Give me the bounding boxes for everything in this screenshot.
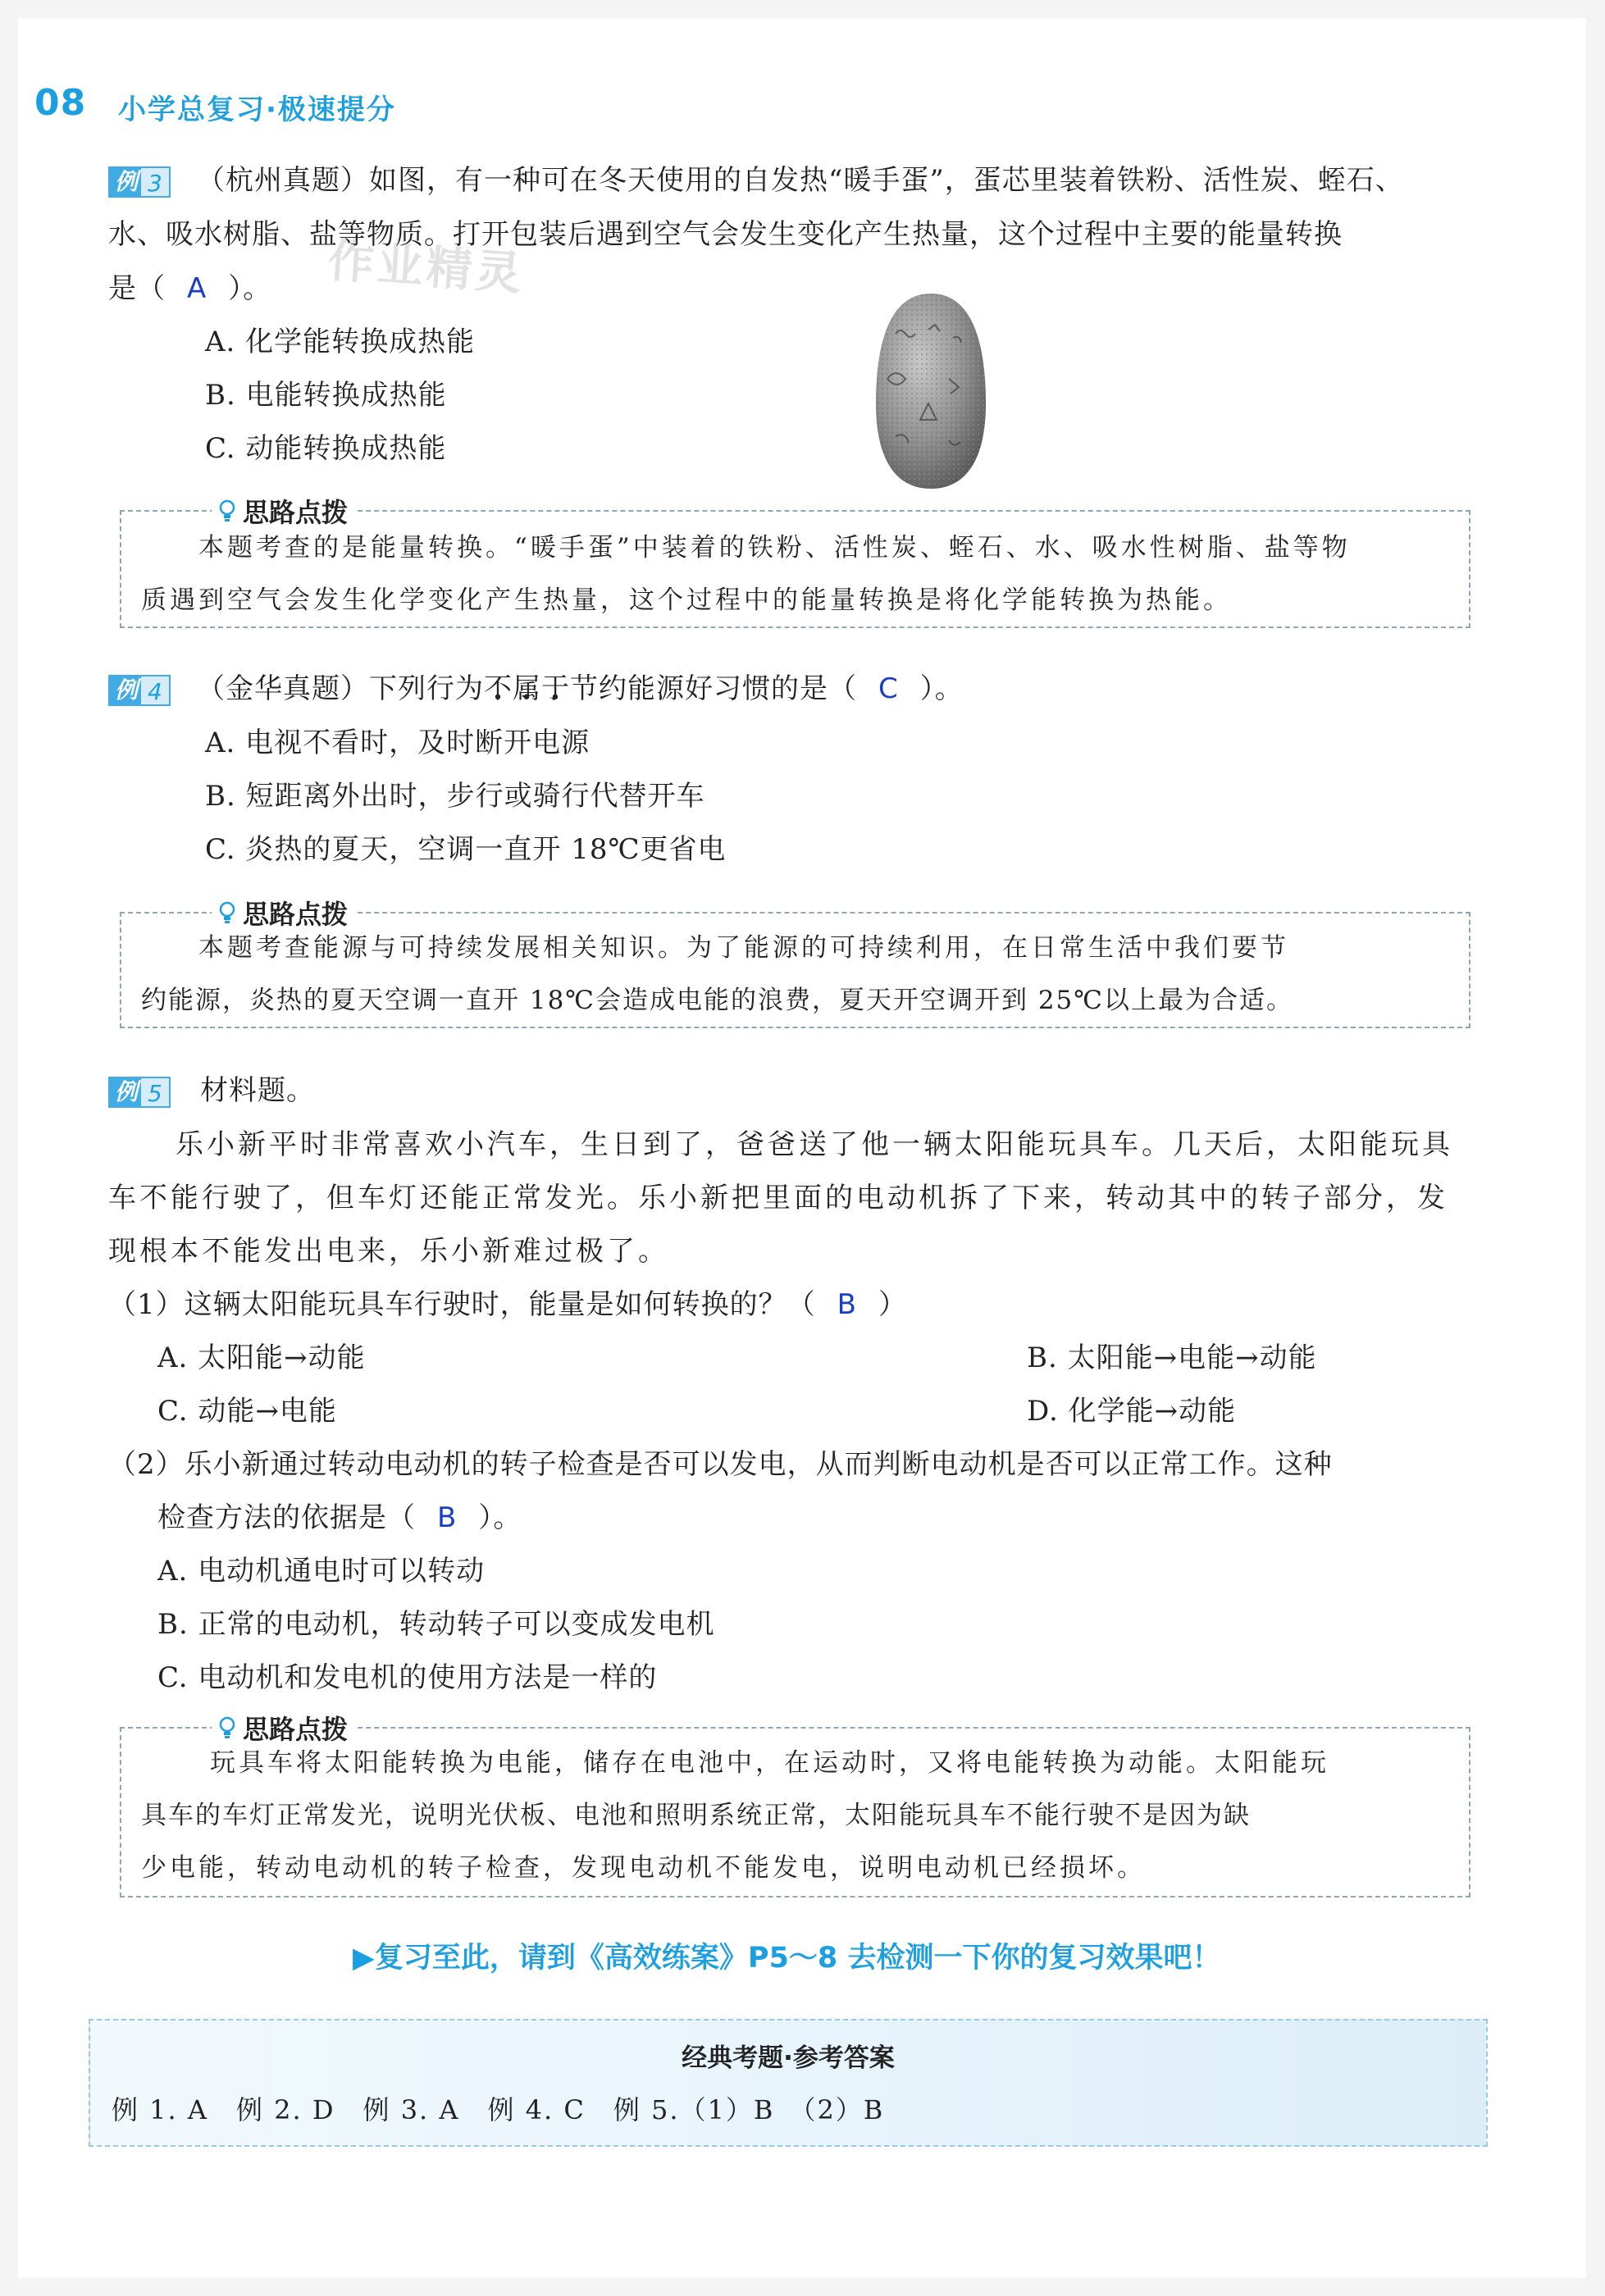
ex5-q1-option-c: C. 动能→电能 [157,1395,337,1428]
ex5-question-2-line-1: （2）乐小新通过转动电动机的转子检查是否可以发电，从而判断电动机是否可以正常工作。这种 [108,1448,1333,1481]
ex5-question-2-line-2: 检查方法的依据是（ B ）。 [157,1498,522,1538]
ex3-hint-label: 思路点拨 [212,492,354,530]
ex5-q2-answer: B [437,1501,458,1534]
ex4-question-line: （金华真题）下列行为不属于节约能源好习惯的是（ C ）。 [197,669,964,708]
ex3-hint-line-2: 质遇到空气会发生化学变化产生热量，这个过程中的能量转换是将化学能转换为热能。 [141,585,1232,615]
ex4-hint-label: 思路点拨 [212,894,354,932]
ex5-material-line-3: 现根本不能发出电来，乐小新难过极了。 [108,1235,669,1268]
hand-warmer-egg-image [871,289,991,494]
ex5-hint-box [120,1714,1470,1897]
ex5-hint-label: 思路点拨 [212,1709,354,1747]
ex4-option-a: A. 电视不看时，及时断开电源 [205,727,590,759]
ex5-material-line-1: 乐小新平时非常喜欢小汽车，生日到了，爸爸送了他一辆太阳能玩具车。几天后，太阳能玩具 [176,1128,1453,1161]
ex5-question-1: （1）这辆太阳能玩具车行驶时，能量是如何转换的？（ B ） [108,1285,907,1324]
ex5-q1-answer: B [837,1288,857,1321]
ex5-hint-line-3: 少电能，转动电动机的转子检查，发现电动机不能发电，说明电动机已经损坏。 [141,1853,1146,1883]
ex4-hint-line-2: 约能源，炎热的夏天空调一直开 18℃会造成电能的浪费，夏天开空调开到 25℃以上最为合适。 [141,986,1293,1015]
answer-key-title: 经典考题·参考答案 [682,2043,895,2073]
ex5-q2-option-c: C. 电动机和发电机的使用方法是一样的 [157,1661,658,1694]
ex3-question-line-3: 是（ A ）。 [108,269,271,308]
answer-key-line: 例 1. A 例 2. D 例 3. A 例 4. C 例 5.（1）B （2）B [112,2094,885,2125]
ex5-hint-line-1: 玩具车将太阳能转换为电能，储存在电池中，在运动时，又将电能转换为动能。太阳能玩 [210,1748,1329,1778]
page-number: 08 [34,82,87,124]
ex3-question-line-1: （杭州真题）如图，有一种可在冬天使用的自发热“暖手蛋”，蛋芯里装着铁粉、活性炭、蛭石、 [197,164,1404,197]
ex4-option-c: C. 炎热的夏天，空调一直开 18℃更省电 [205,833,727,866]
ex4-hint-line-1: 本题考查能源与可持续发展相关知识。为了能源的可持续利用，在日常生活中我们要节 [198,933,1289,963]
ex3-hint-box [120,497,1470,628]
ex5-q1-option-b: B. 太阳能→电能→动能 [1027,1342,1317,1374]
example-tag-3: 例 3 [108,166,171,198]
watermark: 作业精灵 [326,234,527,302]
ex3-option-c: C. 动能转换成热能 [205,432,447,465]
lightbulb-icon [218,499,236,523]
ex3-hint-line-1: 本题考查的是能量转换。“暖手蛋”中装着的铁粉、活性炭、蛭石、水、吸水性树脂、盐等物 [198,533,1351,563]
ex3-question-line-2: 水、吸水树脂、盐等物质。打开包装后遇到空气会发生变化产生热量，这个过程中主要的能量转换 [108,218,1343,251]
ex3-answer: A [187,272,207,305]
example-tag-5: 例 5 [108,1077,171,1108]
answer-key-box [89,2019,1488,2147]
ex4-answer: C [878,672,899,705]
ex5-q2-option-a: A. 电动机通电时可以转动 [157,1555,486,1588]
ex5-title: 材料题。 [200,1074,315,1107]
ex5-q2-option-b: B. 正常的电动机，转动转子可以变成发电机 [157,1608,715,1641]
ex3-option-b: B. 电能转换成热能 [205,379,447,412]
ex4-hint-box [120,899,1470,1028]
ex4-option-b: B. 短距离外出时，步行或骑行代替开车 [205,780,705,813]
ex3-option-a: A. 化学能转换成热能 [205,326,476,358]
book-title: 小学总复习·极速提分 [118,93,396,126]
example-tag-4: 例 4 [108,675,171,706]
ex5-hint-line-2: 具车的车灯正常发光，说明光伏板、电池和照明系统正常，太阳能玩具车不能行驶不是因为缺 [141,1801,1251,1830]
ex5-q1-option-d: D. 化学能→动能 [1027,1395,1237,1428]
ex5-q1-option-a: A. 太阳能→动能 [157,1342,366,1374]
ex5-material-line-2: 车不能行驶了，但车灯还能正常发光。乐小新把里面的电动机拆了下来，转动其中的转子部分，发 [108,1182,1448,1214]
review-prompt: ▶复习至此，请到《高效练案》P5～8 去检测一下你的复习效果吧！ [353,1942,1221,1975]
